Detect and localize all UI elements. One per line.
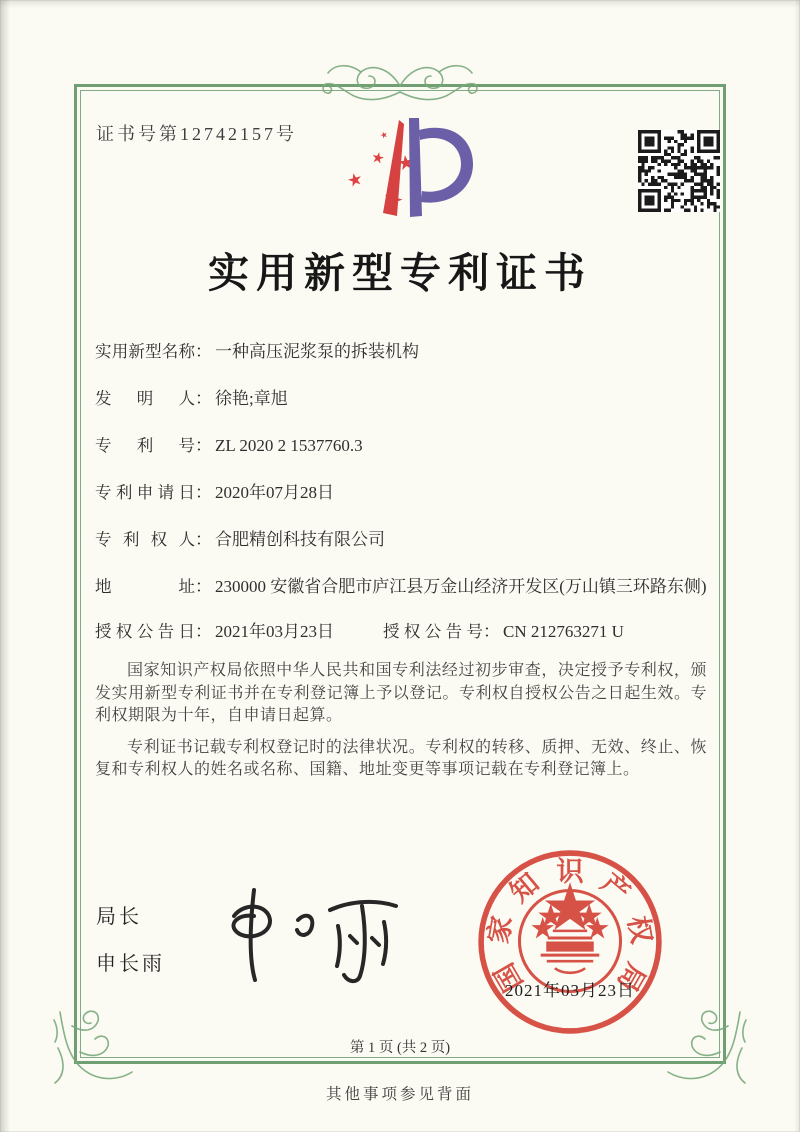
svg-text:权: 权 [622, 913, 657, 946]
certificate-title: 实用新型专利证书 [208, 250, 592, 296]
field-value: 2020年07月28日 [215, 483, 334, 502]
page-number: 第 1 页 (共 2 页) [349, 1040, 451, 1056]
official-seal [474, 846, 666, 1038]
legal-paragraph-1: 国家知识产权局依照中华人民共和国专利法经过初步审查，决定授予专利权，颁发实用新型专利证书并在专利登记簿上予以登记。专利权自授权公告之日起生效。专利权期限为十年，自申请日起算。 [95, 662, 707, 724]
svg-text:产: 产 [595, 867, 636, 909]
svg-text:家: 家 [483, 913, 518, 946]
svg-text:知: 知 [504, 867, 545, 909]
field-row-inventor [95, 387, 707, 411]
field-value: 230000 安徽省合肥市庐江县万金山经济开发区(万山镇三环路东侧) [215, 577, 707, 596]
legal-paragraph-2: 专利证书记载专利权登记时的法律状况。专利权的转移、质押、无效、终止、恢复和专利权人的姓名或名称、国籍、地址变更等事项记载在专利登记簿上。 [95, 738, 707, 778]
field-label: 实用新型名称 [95, 342, 195, 361]
legal-paragraphs [95, 660, 707, 791]
field-row-patent-number [95, 434, 707, 458]
photo-edge-shadow-left [0, 0, 10, 1132]
certificate-number: 证书号第12742157号 [96, 124, 297, 144]
field-value: CN 212763271 U [503, 622, 624, 641]
field-row-filing-date [95, 481, 707, 505]
photo-edge-shadow-top [0, 0, 800, 8]
signature-icon [212, 876, 417, 994]
field-label: 地址 [95, 577, 195, 596]
field-value: 合肥精创科技有限公司 [215, 530, 385, 549]
field-colon: ： [195, 483, 212, 502]
officer-title: 局长 [96, 906, 142, 928]
field-colon: ： [195, 436, 212, 455]
top-center-flourish-ornament-icon [318, 56, 482, 112]
svg-text:识: 识 [556, 856, 584, 887]
field-value: 2021年03月23日 [215, 622, 334, 641]
field-label: 授权公告日 [95, 622, 195, 641]
field-row-grant [95, 620, 707, 644]
officer-block [96, 900, 165, 976]
field-value: 一种高压泥浆泵的拆装机构 [215, 342, 419, 361]
seal-date: 2021年03月23日 [505, 981, 635, 1000]
qr-code [638, 130, 720, 212]
back-side-note: 其他事项参见背面 [325, 1086, 474, 1103]
field-value: ZL 2020 2 1537760.3 [215, 436, 363, 455]
field-label: 发明人 [95, 389, 195, 408]
field-value: 徐艳;章旭 [215, 389, 288, 408]
certificate-fields [95, 340, 707, 667]
field-label: 专利号 [95, 436, 195, 455]
field-colon: ： [195, 577, 212, 596]
field-label: 授权公告号 [383, 622, 483, 641]
field-label: 专利申请日 [95, 483, 195, 502]
field-row-patentee [95, 528, 707, 552]
svg-text:国: 国 [489, 958, 529, 997]
field-label: 专利权人 [95, 530, 195, 549]
field-colon: ： [195, 342, 212, 361]
photo-edge-shadow-right [794, 0, 800, 1132]
field-colon: ： [483, 622, 500, 641]
svg-text:局: 局 [611, 958, 651, 997]
officer-name: 申长雨 [96, 953, 165, 975]
cnipa-logo-icon [326, 114, 476, 232]
field-colon: ： [195, 530, 212, 549]
field-colon: ： [195, 622, 212, 641]
field-row-address [95, 575, 707, 599]
field-colon: ： [195, 389, 212, 408]
field-row-utility-model-name [95, 340, 707, 364]
